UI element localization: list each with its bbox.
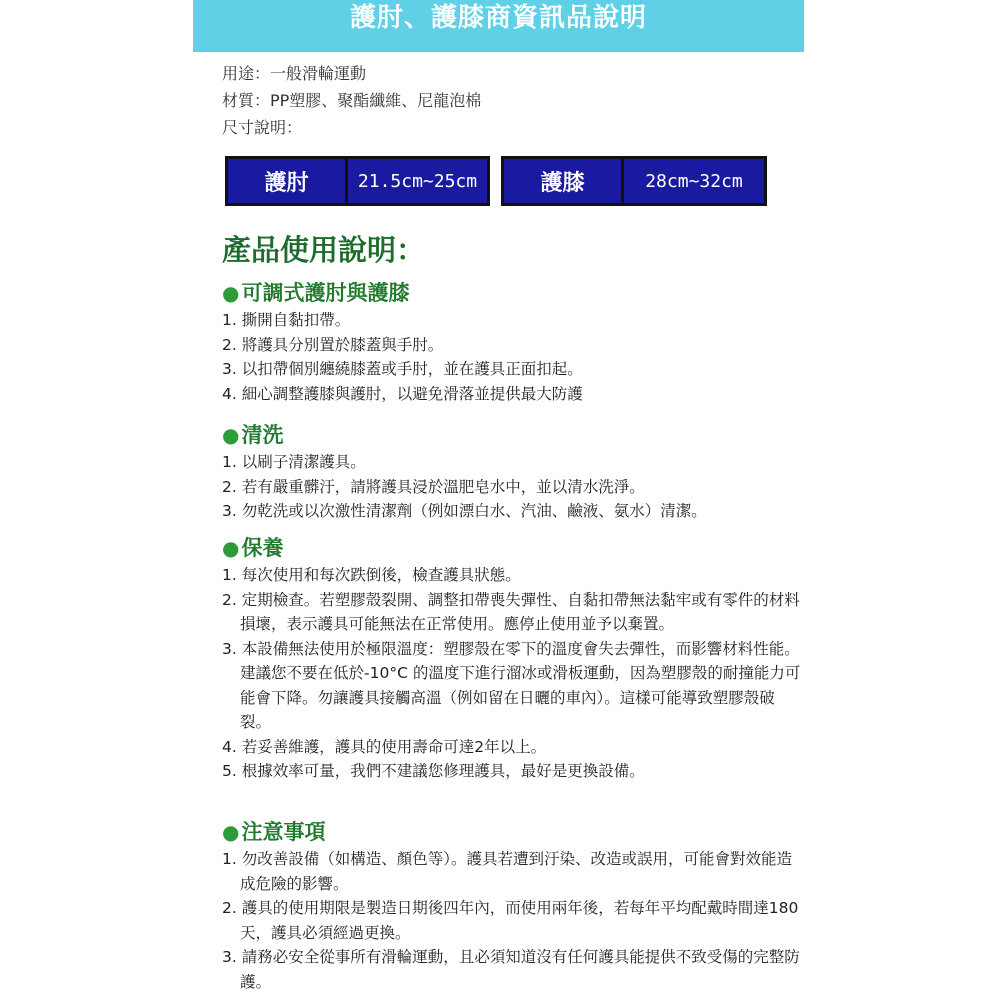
section-title: ●可調式護肘與護膝 bbox=[222, 281, 410, 305]
list-item: 5. 根據效率可量，我們不建議您修理護具，最好是更換設備。 bbox=[222, 762, 645, 780]
usage-instructions-title: 產品使用說明： bbox=[222, 233, 426, 267]
size-box-elbow bbox=[225, 156, 490, 206]
list-item: 3. 以扣帶個別纏繞膝蓋或手肘，並在護具正面扣起。 bbox=[222, 360, 583, 378]
section-cautions bbox=[222, 817, 802, 994]
list-item: 3. 勿乾洗或以次激性清潔劑（例如漂白水、汽油、鹼液、氨水）清潔。 bbox=[222, 502, 707, 520]
list-item: 1. 撕開自黏扣帶。 bbox=[222, 311, 351, 329]
list-item: 3. 本設備無法使用於極限溫度：塑膠殼在零下的溫度會失去彈性，而影響材料性能。建議您不要在低於-10°C 的溫度下進行溜冰或滑板運動，因為塑膠殼的耐撞能力可能會下降。勿讓護具接觸高溫（例如留在日曬的車內）。這樣可能導致塑膠殼破裂。 bbox=[222, 639, 801, 731]
size-value-elbow: 21.5cm~25cm bbox=[345, 159, 487, 203]
size-name-knee: 護膝 bbox=[540, 170, 585, 196]
list-item: 3. 請務必安全從事所有滑輪運動，且必須知道沒有任何護具能提供不致受傷的完整防護。 bbox=[222, 948, 800, 991]
product-info bbox=[222, 60, 481, 141]
list-item: 1. 每次使用和每次跌倒後，檢查護具狀態。 bbox=[222, 566, 521, 584]
bullet-icon: ● bbox=[222, 423, 240, 447]
section-adjustable bbox=[222, 278, 802, 406]
page-title: 護肘、護膝商資訊品說明 bbox=[349, 3, 647, 33]
material-text: 材質：PP塑膠、聚酯纖維、尼龍泡棉 bbox=[222, 91, 482, 110]
list-item: 1. 勿改善設備（如構造、顏色等）。護具若遭到汙染、改造或誤用，可能會對效能造成危險的影響。 bbox=[222, 850, 792, 893]
list-item: 4. 細心調整護膝與護肘，以避免滑落並提供最大防護 bbox=[222, 384, 583, 403]
list-item: 1. 以刷子清潔護具。 bbox=[222, 453, 366, 471]
section-title: ●保養 bbox=[222, 536, 284, 560]
bullet-icon: ● bbox=[222, 820, 240, 844]
header-banner bbox=[193, 0, 804, 52]
list-item: 2. 將護具分別置於膝蓋與手肘。 bbox=[222, 335, 444, 354]
list-item: 2. 若有嚴重髒汙，請將護具浸於溫肥皂水中，並以清水洗淨。 bbox=[222, 477, 645, 496]
section-title: ●清洗 bbox=[222, 423, 284, 447]
list-item: 4. 若妥善維護，護具的使用壽命可達2年以上。 bbox=[222, 737, 547, 756]
size-label: 尺寸說明： bbox=[222, 118, 303, 137]
section-title: ●注意事項 bbox=[222, 820, 326, 844]
bullet-icon: ● bbox=[222, 281, 240, 305]
size-name-elbow: 護肘 bbox=[264, 170, 309, 196]
usage-text: 用途：一般滑輪運動 bbox=[222, 64, 367, 83]
bullet-icon: ● bbox=[222, 536, 240, 560]
size-value-knee: 28cm~32cm bbox=[621, 159, 764, 203]
section-cleaning bbox=[222, 420, 802, 524]
list-item: 2. 定期檢查。若塑膠殼裂開、調整扣帶喪失彈性、自黏扣帶無法黏牢或有零件的材料損壞，表示護具可能無法在正常使用。應停止使用並予以棄置。 bbox=[222, 590, 800, 633]
list-item: 2. 護具的使用期限是製造日期後四年內，而使用兩年後，若每年平均配戴時間達180天，護具必須經過更換。 bbox=[222, 899, 799, 942]
size-box-knee bbox=[501, 156, 767, 206]
section-maintenance bbox=[222, 533, 802, 784]
